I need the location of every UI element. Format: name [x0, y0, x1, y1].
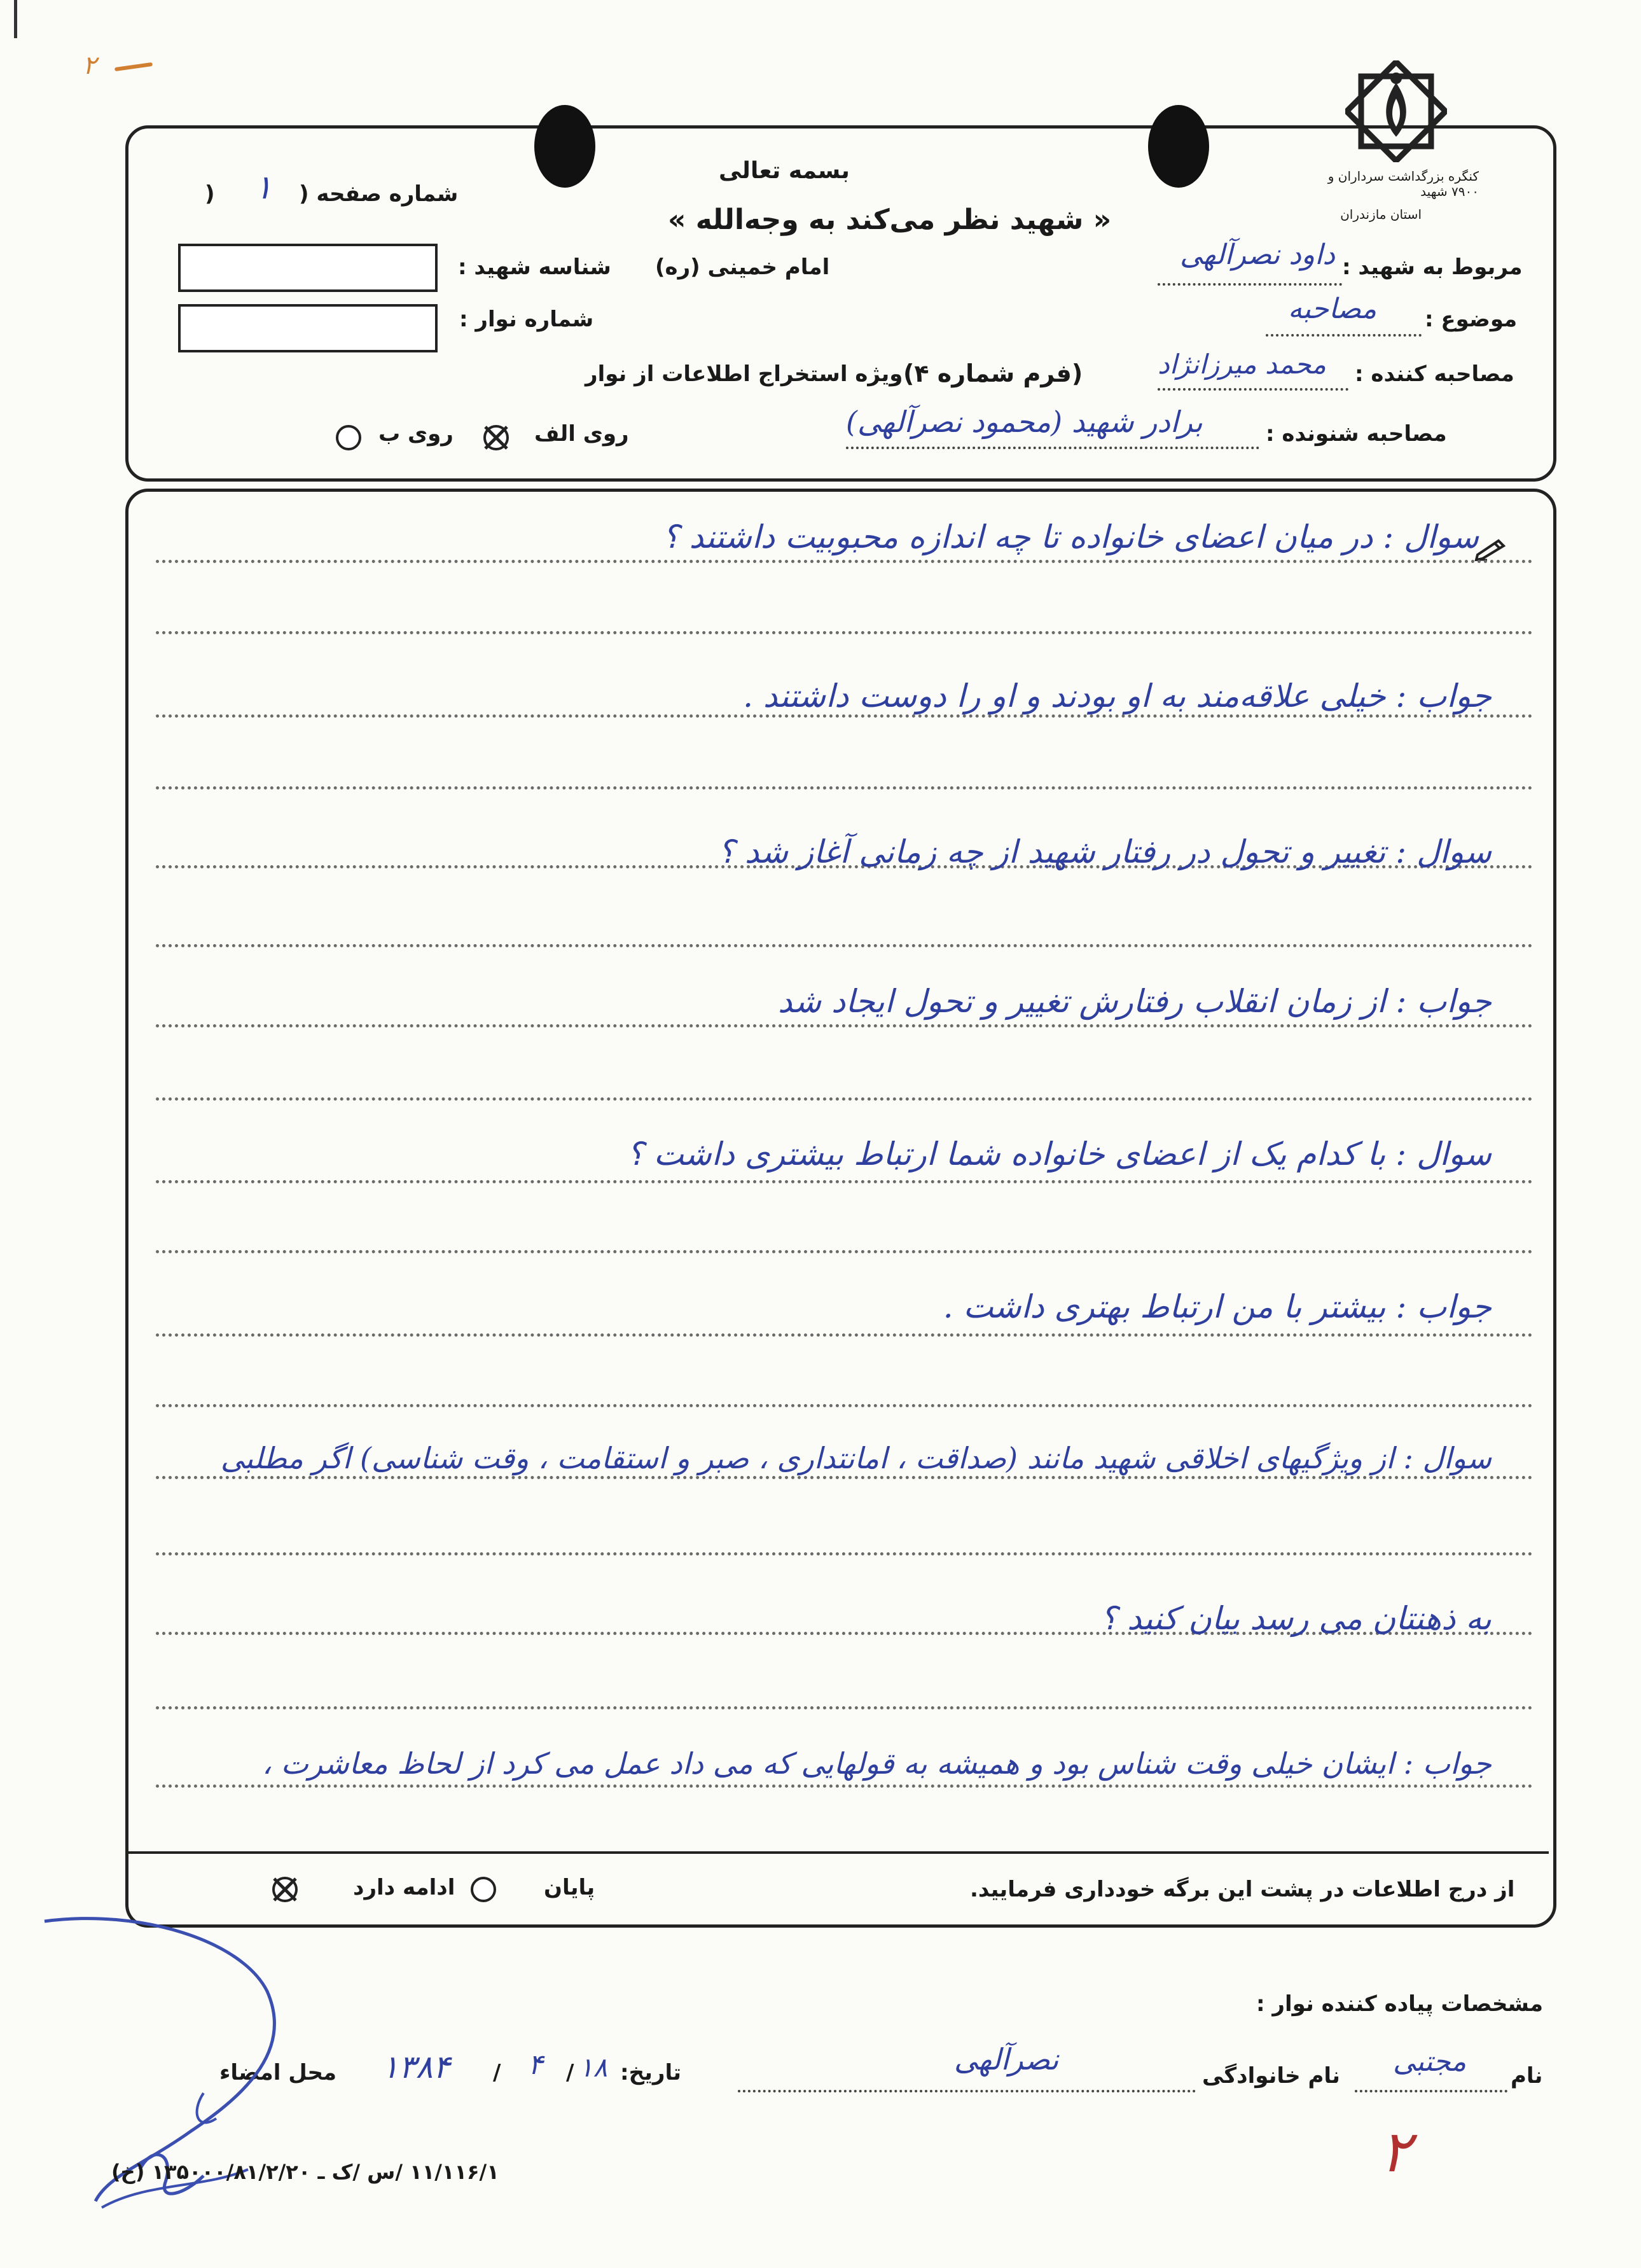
ruled-line	[156, 1333, 1533, 1337]
corner-tick	[0, 0, 17, 38]
end-checkbox	[471, 1877, 496, 1902]
martyr-id-label: شناسه شهید :	[458, 254, 611, 280]
continue-label: ادامه دارد	[353, 1875, 455, 1900]
tape-number-box	[178, 304, 438, 352]
side-b-checkbox	[336, 425, 361, 450]
interviewee-label: مصاحبه شنونده :	[1266, 421, 1447, 447]
motto-attribution: امام خمینی (ره)	[655, 254, 830, 280]
organization-province: استان مازندران	[1340, 207, 1422, 222]
ruled-line	[156, 786, 1533, 790]
form-code: ۱۱/۱۱۶/۱ /س /ک ـ ۱۳۵۰۰۰/۸۱/۲/۲۰ (خ)	[111, 2160, 499, 2184]
ruled-line	[156, 1024, 1533, 1027]
ruled-line	[156, 1097, 1533, 1101]
bismillah-heading: بسمه تعالی	[719, 158, 850, 184]
interviewer-underline	[1158, 388, 1348, 391]
date-month: ۴	[528, 2049, 543, 2081]
qa-line: جواب : خیلی علاقه‌مند به او بودند و او را دوست داشتند .	[743, 678, 1492, 714]
date-separator: /	[493, 2060, 501, 2085]
subject-underline	[1266, 334, 1422, 337]
ruled-line	[156, 1706, 1533, 1709]
continue-checkbox	[272, 1877, 298, 1902]
ruled-line	[156, 631, 1533, 634]
qa-line: جواب : از زمان انقلاب رفتارش تغییر و تحول ایجاد شد	[778, 983, 1492, 1020]
date-label: تاریخ:	[620, 2060, 681, 2085]
martyr-id-box	[178, 244, 438, 292]
binder-hole-right	[1148, 105, 1209, 188]
ruled-line	[156, 560, 1533, 563]
family-label: نام خانوادگی	[1202, 2063, 1340, 2089]
organization-name: کنگره بزرگداشت سرداران و ۷۹۰۰ شهید	[1327, 169, 1479, 199]
subject-value: مصاحبه	[1288, 293, 1377, 325]
form-motto: « شهید نظر می‌کند به وجه‌الله »	[668, 204, 1112, 236]
form-subtitle: ویژه استخراج اطلاعات از نوار	[585, 361, 903, 387]
back-page-note: از درج اطلاعات در پشت این برگه خودداری فرمایید.	[970, 1877, 1515, 1902]
qa-line: جواب : بیشتر با من ارتباط بهتری داشت .	[943, 1288, 1492, 1325]
qa-line: سوال : در میان اعضای خانواده تا چه اندازه محبوبیت داشتند ؟	[662, 518, 1479, 555]
family-underline	[738, 2090, 1196, 2092]
qa-line: سوال : تغییر و تحول در رفتار شهید از چه زمانی آغاز شد ؟	[717, 833, 1492, 870]
family-value: نصرآلهی	[954, 2042, 1059, 2077]
page-number-close: )	[205, 181, 215, 207]
binder-hole-left	[534, 105, 595, 188]
ruled-line	[156, 1552, 1533, 1555]
side-b-label: روی ب	[378, 421, 454, 447]
signature-label: محل امضاء	[219, 2060, 337, 2085]
qa-line: جواب : ایشان خیلی وقت شناس بود و همیشه به قولهایی که می داد عمل می کرد از لحاظ معاشرت ،	[262, 1746, 1492, 1781]
corner-stroke	[114, 62, 153, 71]
related-to-value: داود نصرآلهی	[1180, 239, 1335, 271]
interviewer-value: محمد میرزانژاد	[1158, 349, 1326, 380]
form-number-title: (فرم شماره ۴)	[903, 359, 1083, 387]
transcriber-heading: مشخصات پیاده کننده نوار :	[1256, 1991, 1544, 2017]
name-label: نام	[1511, 2063, 1543, 2089]
side-a-label: روی الف	[534, 421, 629, 447]
qa-line: سوال : از ویژگیهای اخلاقی شهید مانند (صداقت ، امانتداری ، صبر و استقامت ، وقت شناسی) اگر مطلبی	[220, 1441, 1492, 1475]
signature-scribble	[38, 1902, 318, 2236]
ruled-line	[156, 1404, 1533, 1407]
page-number-label: شماره صفحه (	[299, 181, 459, 207]
body-footer-divider	[127, 1851, 1549, 1854]
ruled-line	[156, 944, 1533, 947]
interviewee-underline	[846, 447, 1259, 449]
related-to-underline	[1158, 283, 1342, 286]
page-number-value: ۱	[254, 169, 272, 207]
ruled-line	[156, 1476, 1533, 1479]
name-value: مجتبی	[1393, 2045, 1467, 2078]
qa-line: سوال : با کدام یک از اعضای خانواده شما ارتباط بیشتری داشت ؟	[627, 1136, 1492, 1172]
end-label: پایان	[544, 1875, 595, 1900]
ruled-line	[156, 1784, 1533, 1788]
organization-logo-icon	[1345, 60, 1447, 162]
interviewer-label: مصاحبه کننده :	[1355, 361, 1514, 387]
qa-line: به ذهنتان می رسد بیان کنید ؟	[1100, 1600, 1492, 1637]
date-year: ۱۳۸۴	[382, 2049, 450, 2085]
related-to-label: مربوط به شهید :	[1342, 254, 1523, 280]
subject-label: موضوع :	[1425, 307, 1518, 332]
ruled-line	[156, 714, 1533, 718]
date-day: ۱۸	[579, 2052, 608, 2083]
ruled-line	[156, 1250, 1533, 1253]
date-separator: /	[566, 2060, 574, 2085]
interviewee-value: برادر شهید (محمود نصرآلهی)	[846, 405, 1203, 439]
page-mark: ۲	[1380, 2118, 1411, 2185]
name-underline	[1355, 2090, 1507, 2092]
corner-number: ۲	[83, 51, 97, 80]
tape-number-label: شماره نوار :	[459, 307, 594, 332]
side-a-checkbox	[483, 425, 509, 450]
ruled-line	[156, 1180, 1533, 1183]
